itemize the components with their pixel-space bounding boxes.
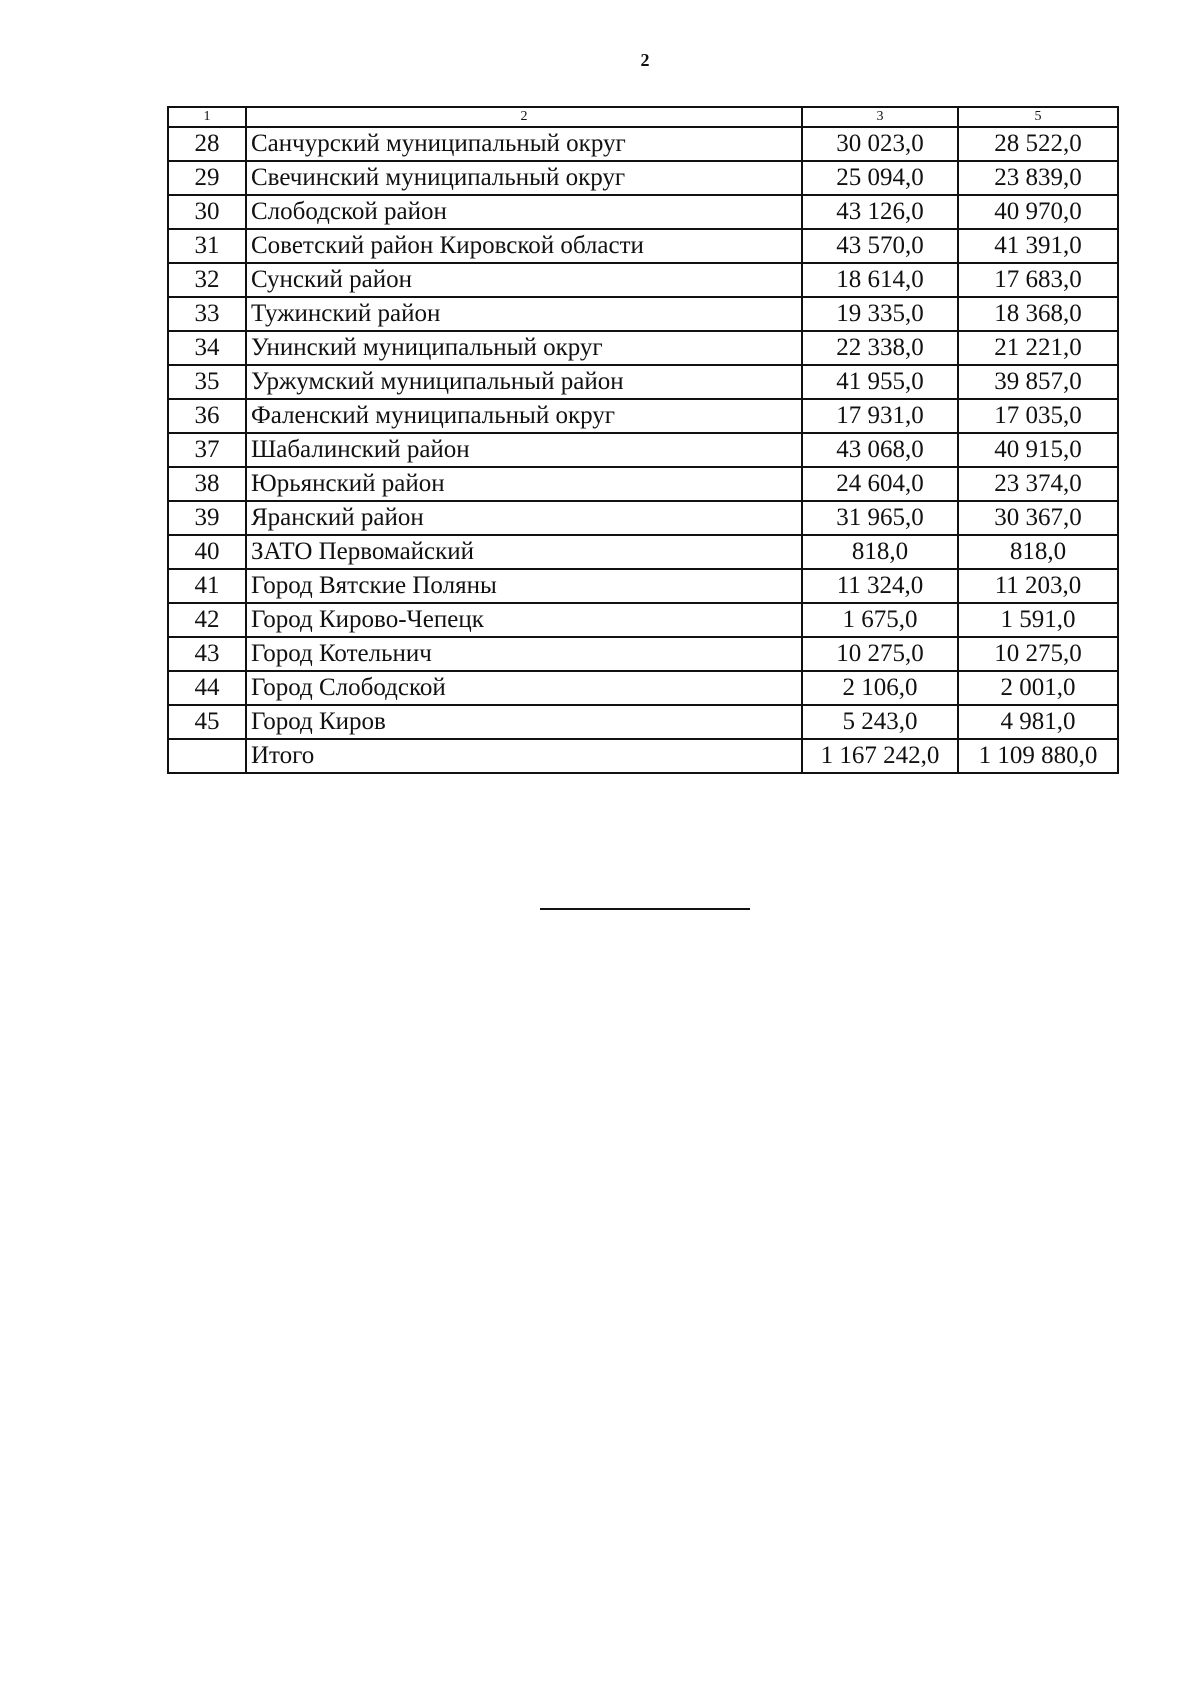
- row-number-cell: 41: [168, 569, 246, 603]
- row-name-cell: Город Кирово-Чепецк: [246, 603, 802, 637]
- table-row: [168, 569, 1118, 603]
- table-body: [168, 127, 1118, 739]
- row-number-cell: 40: [168, 535, 246, 569]
- row-name-cell: ЗАТО Первомайский: [246, 535, 802, 569]
- row-value-col5-cell: 41 391,0: [958, 229, 1118, 263]
- table-row: [168, 263, 1118, 297]
- row-value-col3-cell: 11 324,0: [802, 569, 958, 603]
- header-col-1: 1: [168, 107, 246, 127]
- row-value-col5-cell: 23 839,0: [958, 161, 1118, 195]
- row-value-col5-cell: 11 203,0: [958, 569, 1118, 603]
- row-name-cell: Свечинский муниципальный округ: [246, 161, 802, 195]
- total-row: [168, 739, 1118, 773]
- row-value-col5-cell: 2 001,0: [958, 671, 1118, 705]
- row-name-cell: Сунский район: [246, 263, 802, 297]
- table-row: [168, 331, 1118, 365]
- table-row: [168, 433, 1118, 467]
- table-row: [168, 127, 1118, 161]
- table-row: [168, 399, 1118, 433]
- row-name-cell: Советский район Кировской области: [246, 229, 802, 263]
- row-number-cell: 30: [168, 195, 246, 229]
- row-value-col5-cell: 28 522,0: [958, 127, 1118, 161]
- row-value-col3-cell: 43 068,0: [802, 433, 958, 467]
- row-name-cell: Город Слободской: [246, 671, 802, 705]
- row-number-cell: 28: [168, 127, 246, 161]
- row-name-cell: Унинский муниципальный округ: [246, 331, 802, 365]
- row-number-cell: 35: [168, 365, 246, 399]
- row-value-col5-cell: 18 368,0: [958, 297, 1118, 331]
- table-row: [168, 705, 1118, 739]
- row-value-col3-cell: 2 106,0: [802, 671, 958, 705]
- row-number-cell: 39: [168, 501, 246, 535]
- row-number-cell: 37: [168, 433, 246, 467]
- row-number-cell: 45: [168, 705, 246, 739]
- table-header-row: [168, 107, 1118, 127]
- table-row: [168, 467, 1118, 501]
- row-number-cell: 43: [168, 637, 246, 671]
- row-value-col5-cell: 10 275,0: [958, 637, 1118, 671]
- table-row: [168, 297, 1118, 331]
- row-name-cell: Тужинский район: [246, 297, 802, 331]
- row-value-col3-cell: 31 965,0: [802, 501, 958, 535]
- row-value-col3-cell: 1 675,0: [802, 603, 958, 637]
- row-value-col5-cell: 21 221,0: [958, 331, 1118, 365]
- row-value-col5-cell: 17 683,0: [958, 263, 1118, 297]
- row-value-col3-cell: 818,0: [802, 535, 958, 569]
- header-col-3: 3: [802, 107, 958, 127]
- row-value-col5-cell: 4 981,0: [958, 705, 1118, 739]
- row-name-cell: Город Киров: [246, 705, 802, 739]
- row-value-col5-cell: 17 035,0: [958, 399, 1118, 433]
- row-value-col3-cell: 43 570,0: [802, 229, 958, 263]
- table-row: [168, 603, 1118, 637]
- row-name-cell: Юрьянский район: [246, 467, 802, 501]
- table-row: [168, 671, 1118, 705]
- row-name-cell: Город Котельнич: [246, 637, 802, 671]
- total-number-cell: [168, 739, 246, 773]
- page-number: 2: [640, 50, 650, 70]
- data-table: [167, 106, 1119, 774]
- row-name-cell: Слободской район: [246, 195, 802, 229]
- row-number-cell: 36: [168, 399, 246, 433]
- row-number-cell: 34: [168, 331, 246, 365]
- row-name-cell: Фаленский муниципальный округ: [246, 399, 802, 433]
- row-number-cell: 38: [168, 467, 246, 501]
- row-number-cell: 44: [168, 671, 246, 705]
- row-value-col3-cell: 43 126,0: [802, 195, 958, 229]
- row-value-col3-cell: 5 243,0: [802, 705, 958, 739]
- table-row: [168, 365, 1118, 399]
- row-value-col5-cell: 818,0: [958, 535, 1118, 569]
- table-row: [168, 229, 1118, 263]
- row-value-col3-cell: 17 931,0: [802, 399, 958, 433]
- row-name-cell: Яранский район: [246, 501, 802, 535]
- table-row: [168, 535, 1118, 569]
- header-col-2: 2: [246, 107, 802, 127]
- row-value-col3-cell: 22 338,0: [802, 331, 958, 365]
- table-row: [168, 195, 1118, 229]
- row-name-cell: Уржумский муниципальный район: [246, 365, 802, 399]
- row-value-col3-cell: 25 094,0: [802, 161, 958, 195]
- row-value-col3-cell: 19 335,0: [802, 297, 958, 331]
- total-value-col3-cell: 1 167 242,0: [802, 739, 958, 773]
- row-name-cell: Шабалинский район: [246, 433, 802, 467]
- row-number-cell: 32: [168, 263, 246, 297]
- total-value-col5-cell: 1 109 880,0: [958, 739, 1118, 773]
- total-label-cell: Итого: [246, 739, 802, 773]
- row-value-col5-cell: 1 591,0: [958, 603, 1118, 637]
- end-rule-divider: [540, 908, 750, 910]
- table-row: [168, 637, 1118, 671]
- header-col-5: 5: [958, 107, 1118, 127]
- row-value-col5-cell: 40 970,0: [958, 195, 1118, 229]
- row-value-col3-cell: 30 023,0: [802, 127, 958, 161]
- row-value-col5-cell: 23 374,0: [958, 467, 1118, 501]
- row-number-cell: 31: [168, 229, 246, 263]
- row-number-cell: 33: [168, 297, 246, 331]
- row-name-cell: Город Вятские Поляны: [246, 569, 802, 603]
- row-number-cell: 42: [168, 603, 246, 637]
- table-row: [168, 161, 1118, 195]
- row-value-col5-cell: 30 367,0: [958, 501, 1118, 535]
- row-number-cell: 29: [168, 161, 246, 195]
- table-row: [168, 501, 1118, 535]
- row-value-col5-cell: 40 915,0: [958, 433, 1118, 467]
- row-value-col3-cell: 41 955,0: [802, 365, 958, 399]
- row-value-col3-cell: 18 614,0: [802, 263, 958, 297]
- row-value-col3-cell: 24 604,0: [802, 467, 958, 501]
- row-value-col3-cell: 10 275,0: [802, 637, 958, 671]
- row-value-col5-cell: 39 857,0: [958, 365, 1118, 399]
- row-name-cell: Санчурский муниципальный округ: [246, 127, 802, 161]
